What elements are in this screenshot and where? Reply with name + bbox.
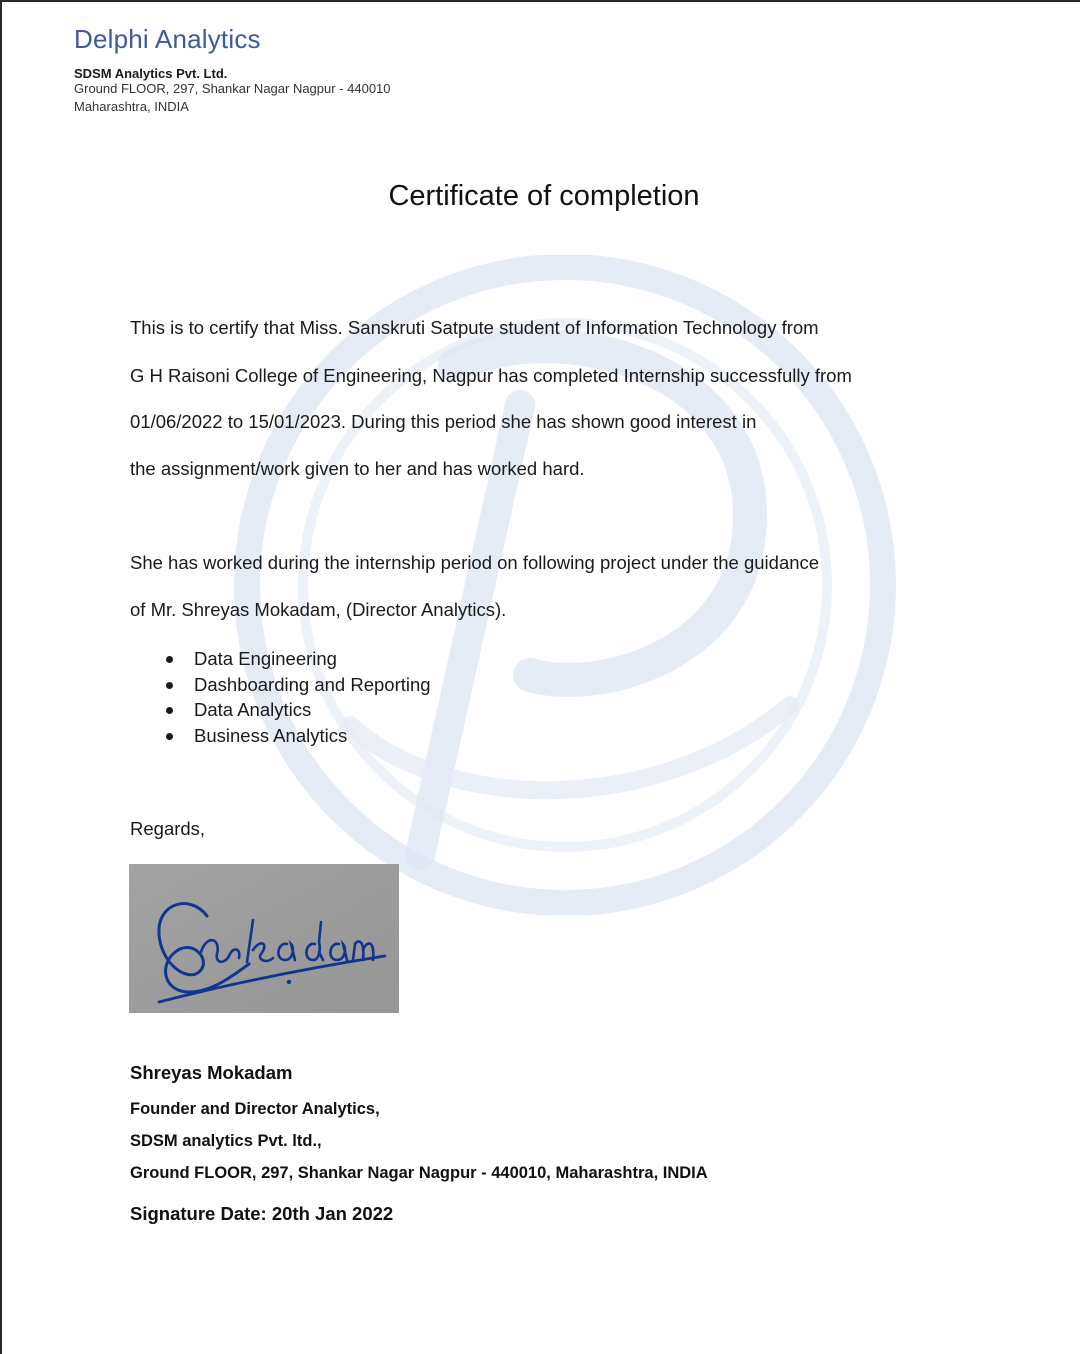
- signatory-name: Shreyas Mokadam: [130, 1062, 293, 1083]
- signatory-role: Founder and Director Analytics,: [130, 1100, 380, 1118]
- list-item: [160, 723, 431, 749]
- signature-scribble-icon: [129, 864, 399, 1013]
- list-item: [160, 672, 431, 698]
- paragraph1-line2: G H Raisoni College of Engineering, Nagpur has completed Internship successfully from: [130, 365, 852, 386]
- project-label: Business Analytics: [194, 724, 348, 746]
- company-name: SDSM Analytics Pvt. Ltd.: [74, 66, 228, 81]
- signature-image: [129, 864, 399, 1013]
- project-label: Dashboarding and Reporting: [194, 673, 431, 695]
- company-address-line1: Ground FLOOR, 297, Shankar Nagar Nagpur - 440010: [74, 81, 391, 96]
- page-border-top: [0, 0, 1080, 2]
- paragraph2-line2: of Mr. Shreyas Mokadam, (Director Analytics).: [130, 599, 507, 620]
- bullet-icon: [166, 733, 173, 740]
- paragraph1-line4: the assignment/work given to her and has worked hard.: [130, 458, 585, 479]
- paragraph1-line3: 01/06/2022 to 15/01/2023. During this period she has shown good interest in: [130, 411, 757, 432]
- bullet-icon: [166, 707, 173, 714]
- watermark-logo-icon: [230, 255, 900, 915]
- signatory-address: Ground FLOOR, 297, Shankar Nagar Nagpur - 440010, Maharashtra, INDIA: [130, 1164, 708, 1182]
- certificate-title: Certificate of completion: [388, 180, 700, 212]
- signatory-company: SDSM analytics Pvt. ltd.,: [130, 1132, 322, 1150]
- paragraph2-line1: She has worked during the internship period on following project under the guidance: [130, 552, 820, 573]
- company-address-line2: Maharashtra, INDIA: [74, 99, 189, 114]
- brand-name: Delphi Analytics: [74, 24, 261, 54]
- signature-date: Signature Date: 20th Jan 2022: [130, 1203, 394, 1224]
- list-item: [160, 697, 431, 723]
- bullet-icon: [166, 656, 173, 663]
- list-item: [160, 646, 431, 672]
- project-label: Data Analytics: [194, 699, 312, 721]
- bullet-icon: [166, 682, 173, 689]
- regards-text: Regards,: [130, 818, 206, 839]
- project-list: [160, 646, 431, 748]
- paragraph1-line1: This is to certify that Miss. Sanskruti Satpute student of Information Technology from: [130, 317, 819, 338]
- project-label: Data Engineering: [194, 648, 337, 669]
